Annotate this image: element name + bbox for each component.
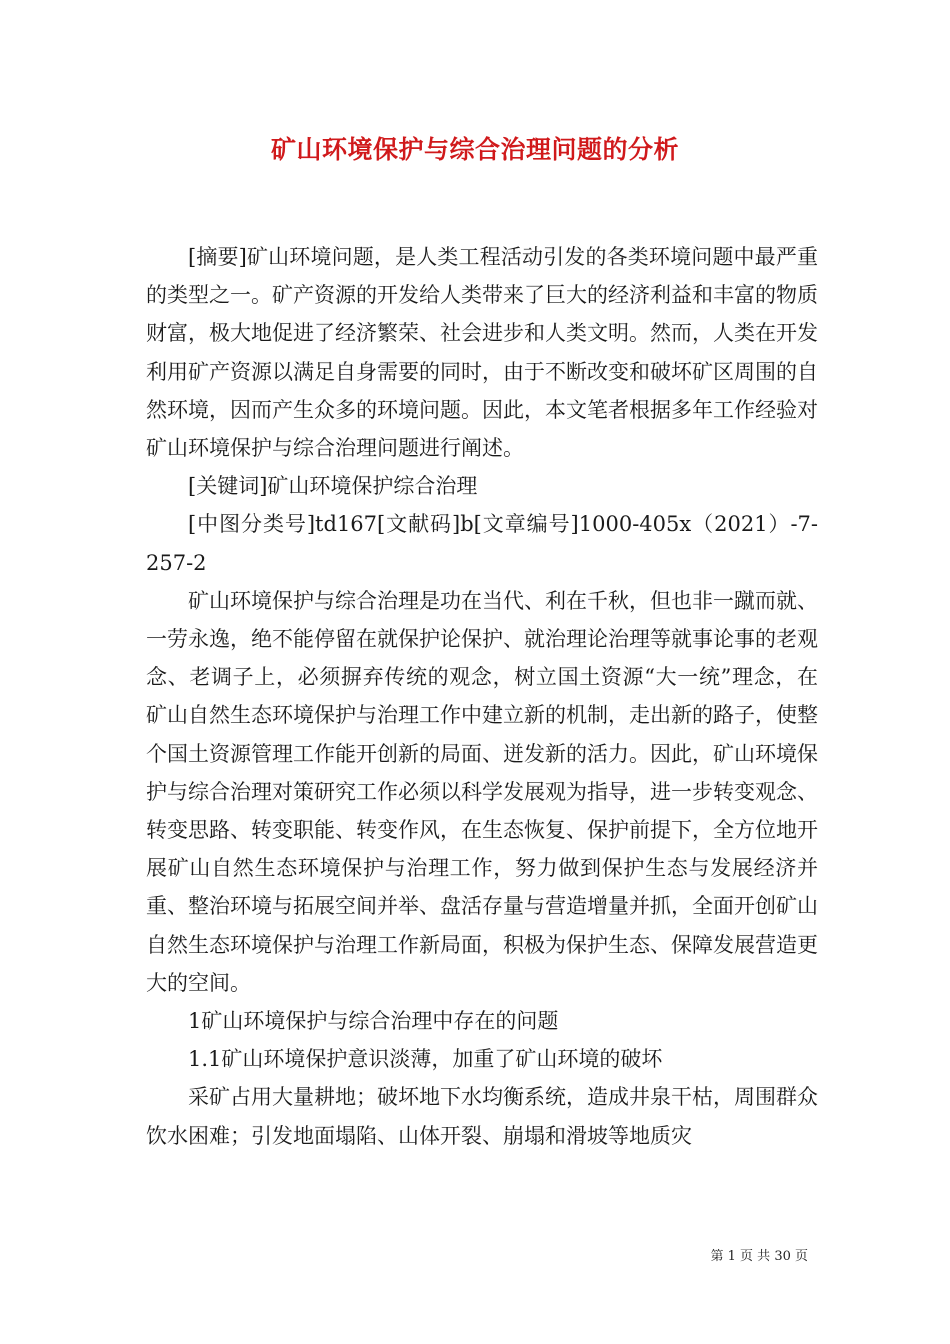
body-paragraph: 采矿占用大量耕地；破坏地下水均衡系统，造成井泉干枯，周围群众饮水困难；引发地面塌陷、山体开裂、崩塌和滑坡等地质灾 — [146, 1085, 818, 1148]
intro-paragraph: 矿山环境保护与综合治理是功在当代、利在千秋，但也非一蹴而就、一劳永逸，绝不能停留在就保护论保护、就治理论治理等就事论事的老观念、老调子上，必须摒弃传统的观念，树立国土资源“大一统”理念，在矿山自然生态环境保护与治理工作中建立新的机制，走出新的路子，使整个国土资源管理工作能开创新的局面、迸发新的活力。因此，矿山环境保护与综合治理对策研究工作必须以科学发展观为指导，进一步转变观念、转变思路、转变职能、转变作风，在生态恢复、保护前提下，全方位地开展矿山自然生态环境保护与治理工作，努力做到保护生态与发展经济并重、整治环境与拓展空间并举、盘活存量与营造增量并抓，全面开创矿山自然生态环境保护与治理工作新局面，积极为保护生态、保障发展营造更大的空间。 — [146, 588, 818, 995]
document-title: 矿山环境保护与综合治理问题的分析 — [270, 135, 679, 164]
page-number-footer: 第 1 页 共 30 页 — [710, 1249, 808, 1264]
document-body — [146, 238, 818, 1155]
classification-paragraph: [中图分类号]td167[文献码]b[文章编号]1000-405x（2021）-7-257-2 — [146, 512, 818, 575]
section-heading: 1矿山环境保护与综合治理中存在的问题 — [188, 1009, 559, 1034]
subsection-heading: 1.1矿山环境保护意识淡薄，加重了矿山环境的破坏 — [188, 1047, 663, 1072]
keywords-paragraph: [关键词]矿山环境保护综合治理 — [188, 474, 478, 499]
abstract-paragraph: [摘要]矿山环境问题，是人类工程活动引发的各类环境问题中最严重的类型之一。矿产资源的开发给人类带来了巨大的经济利益和丰富的物质财富，极大地促进了经济繁荣、社会进步和人类文明。然而，人类在开发利用矿产资源以满足自身需要的同时，由于不断改变和破坏矿区周围的自然环境，因而产生众多的环境问题。因此，本文笔者根据多年工作经验对矿山环境保护与综合治理问题进行阐述。 — [146, 245, 818, 461]
